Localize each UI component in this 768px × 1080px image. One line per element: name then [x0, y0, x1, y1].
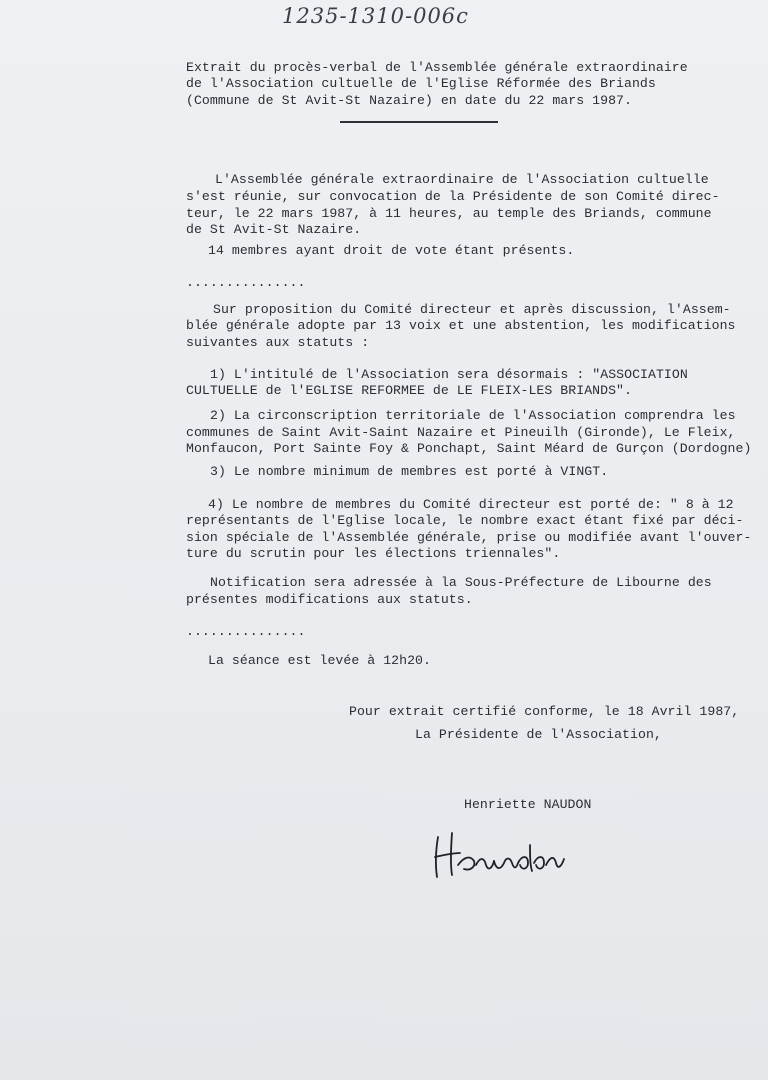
handwritten-signature — [430, 825, 580, 885]
item3: 3) Le nombre minimum de membres est porté à VINGT. — [210, 464, 609, 479]
item4-line-3: sion spéciale de l'Assemblée générale, prise ou modifiée avant l'ouver- — [186, 530, 752, 545]
notification-line-1: Notification sera adressée à la Sous-Préfecture de Libourne des — [210, 575, 712, 590]
ellipsis-2: ............... — [186, 624, 306, 639]
item4-line-1: 4) Le nombre de membres du Comité directeur est porté de: " 8 à 12 — [208, 497, 734, 512]
proposal-line-2: blée générale adopte par 13 voix et une abstention, les modifications — [186, 318, 736, 333]
closing-line: La séance est levée à 12h20. — [208, 653, 431, 668]
proposal-line-1: Sur proposition du Comité directeur et après discussion, l'Assem- — [213, 302, 731, 317]
item4-line-4: ture du scrutin pour les élections triennales". — [186, 546, 561, 561]
signatory-name: Henriette NAUDON — [464, 797, 592, 812]
item1-line-1: 1) L'intitulé de l'Association sera désormais : "ASSOCIATION — [210, 367, 688, 382]
proposal-line-3: suivantes aux statuts : — [186, 335, 370, 350]
ellipsis-1: ............... — [186, 275, 306, 290]
intro-line-4: de St Avit-St Nazaire. — [186, 222, 362, 237]
item2-line-3: Monfaucon, Port Sainte Foy & Ponchapt, Saint Méard de Gurçon (Dordogne) — [186, 441, 752, 456]
archive-reference: 1235-1310-006c — [282, 4, 469, 28]
intro-line-3: teur, le 22 mars 1987, à 11 heures, au temple des Briands, commune — [186, 206, 712, 221]
intro-line-1: L'Assemblée générale extraordinaire de l'Association cultuelle — [215, 172, 709, 187]
header-line-3: (Commune de St Avit-St Nazaire) en date du 22 mars 1987. — [186, 93, 632, 108]
notification-line-2: présentes modifications aux statuts. — [186, 592, 473, 607]
president-title: La Présidente de l'Association, — [415, 727, 662, 742]
item2-line-2: communes de Saint Avit-Saint Nazaire et Pineuilh (Gironde), Le Fleix, — [186, 425, 736, 440]
header-line-2: de l'Association cultuelle de l'Eglise Réformée des Briands — [186, 76, 656, 91]
item4-line-2: représentants de l'Eglise locale, le nombre exact étant fixé par déci- — [186, 513, 744, 528]
item1-line-2: CULTUELLE de l'EGLISE REFORMEE de LE FLEIX-LES BRIANDS". — [186, 383, 632, 398]
members-present: 14 membres ayant droit de vote étant présents. — [208, 243, 575, 258]
item2-line-1: 2) La circonscription territoriale de l'Association comprendra les — [210, 408, 736, 423]
header-line-1: Extrait du procès-verbal de l'Assemblée générale extraordinaire — [186, 60, 688, 75]
certification-line: Pour extrait certifié conforme, le 18 Avril 1987, — [349, 704, 740, 719]
header-divider — [340, 121, 498, 123]
intro-line-2: s'est réunie, sur convocation de la Présidente de son Comité direc- — [186, 189, 720, 204]
